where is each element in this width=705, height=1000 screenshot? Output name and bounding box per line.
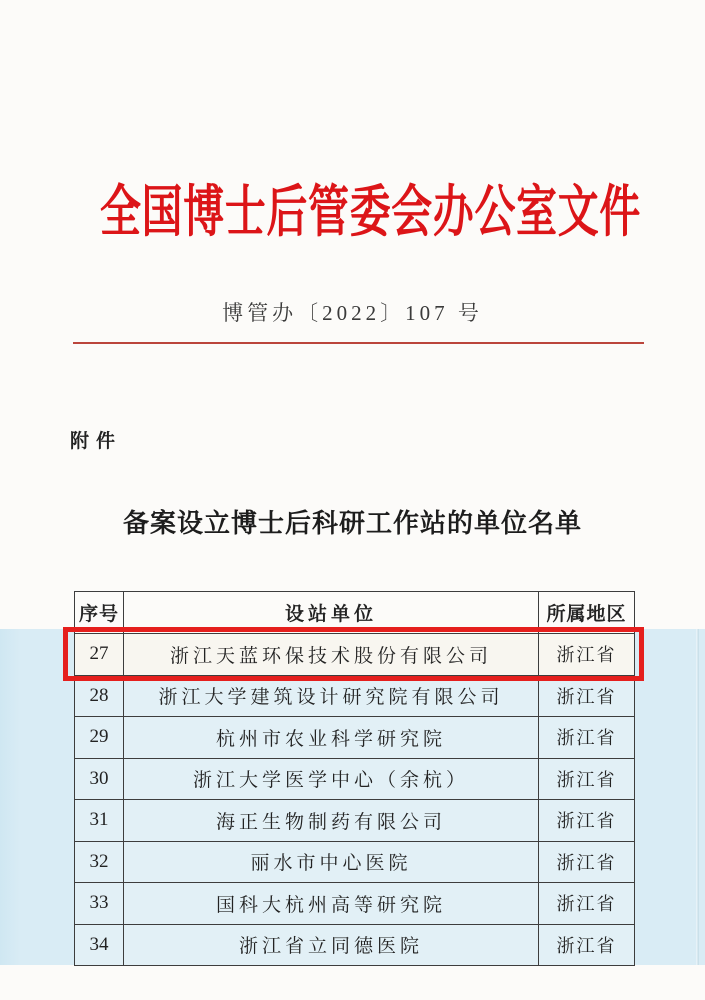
document-number: 博管办〔2022〕107 号 [222, 301, 483, 325]
table-row-33 [75, 883, 635, 925]
table-row-28 [75, 675, 635, 717]
unit-name-cell: 海正生物制药有限公司 [124, 800, 539, 842]
unit-name-cell: 杭州市农业科学研究院 [124, 717, 539, 759]
table-row-30 [75, 758, 635, 800]
table-row-31 [75, 800, 635, 842]
row-number-cell: 33 [75, 883, 124, 925]
unit-name-cell: 国科大杭州高等研究院 [124, 883, 539, 925]
region-cell: 浙江省 [539, 717, 635, 759]
unit-name-cell: 丽水市中心医院 [124, 841, 539, 883]
units-table [74, 591, 635, 966]
unit-name-cell: 浙江大学建筑设计研究院有限公司 [124, 675, 539, 717]
unit-name-cell: 浙江省立同德医院 [124, 924, 539, 966]
table-row-29 [75, 717, 635, 759]
region-cell: 浙江省 [539, 758, 635, 800]
row-number-cell: 34 [75, 924, 124, 966]
unit-name-cell: 浙江大学医学中心（余杭） [124, 758, 539, 800]
row-number-cell: 28 [75, 675, 124, 717]
table-row-27 [75, 634, 635, 676]
row-number-cell: 29 [75, 717, 124, 759]
region-cell: 浙江省 [539, 883, 635, 925]
header-region: 所属地区 [539, 592, 635, 634]
document-title-text: 全国博士后管委会办公室文件 [100, 182, 641, 244]
header-unit-name: 设站单位 [124, 592, 539, 634]
table-title: 备案设立博士后科研工作站的单位名单 [122, 509, 582, 538]
region-cell: 浙江省 [539, 841, 635, 883]
unit-name-cell: 浙江天蓝环保技术股份有限公司 [124, 634, 539, 676]
region-cell: 浙江省 [539, 675, 635, 717]
row-number-cell: 32 [75, 841, 124, 883]
row-number-cell: 30 [75, 758, 124, 800]
row-number-cell: 27 [75, 634, 124, 676]
scan-edge-line [696, 629, 699, 965]
red-divider-line [73, 342, 644, 344]
region-cell: 浙江省 [539, 634, 635, 676]
document-title [0, 168, 705, 248]
attachment-label: 附件 [70, 431, 123, 452]
table-row-34 [75, 924, 635, 966]
row-number-cell: 31 [75, 800, 124, 842]
region-cell: 浙江省 [539, 924, 635, 966]
table-row-32 [75, 841, 635, 883]
header-serial-number: 序号 [75, 592, 124, 634]
region-cell: 浙江省 [539, 800, 635, 842]
table-header-row [75, 592, 635, 634]
